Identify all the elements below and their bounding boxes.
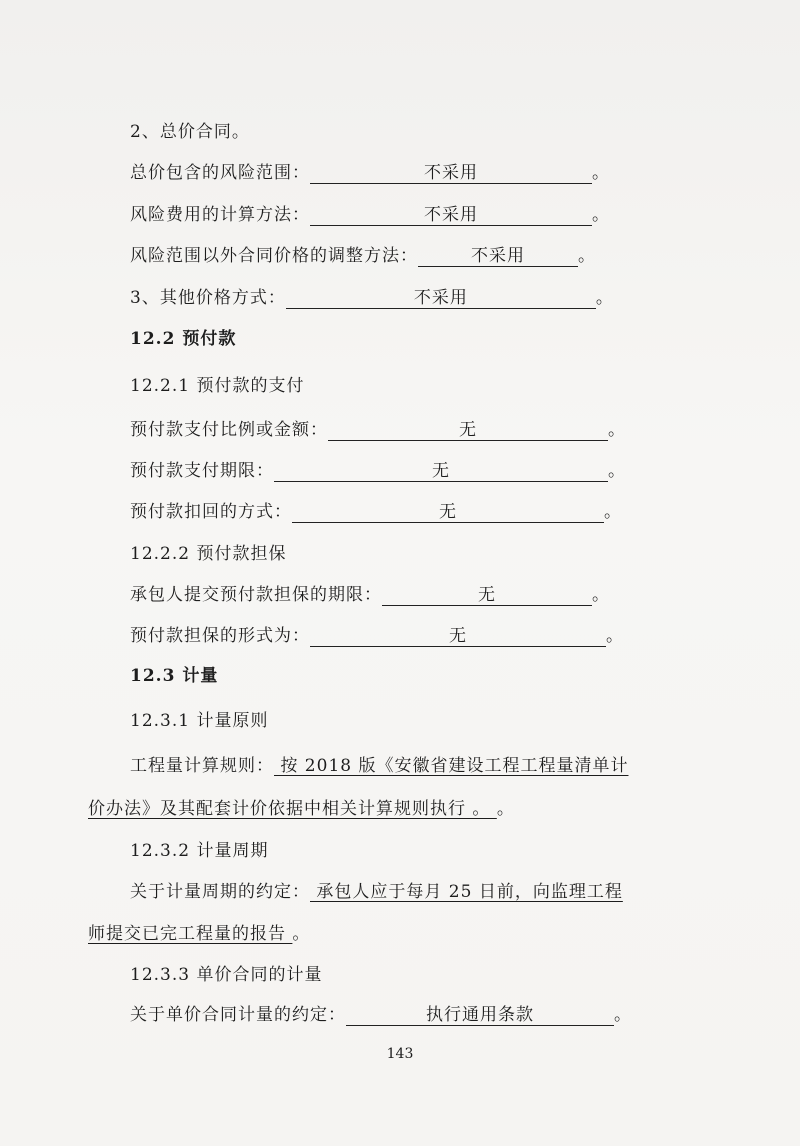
heading-text: 12.2 预付款 [130, 329, 237, 349]
field-value: 价办法》及其配套计价依据中相关计算规则执行 。 [88, 799, 497, 819]
field-value: 按 2018 版《安徽省建设工程工程量清单计 [274, 756, 629, 776]
line-text: 2、总价合同。 [130, 122, 250, 142]
field-label: 总价包含的风险范围： [130, 163, 310, 183]
field-value: 无 [274, 459, 608, 482]
field-other-price-method [130, 286, 614, 310]
period: 。 [614, 1005, 632, 1025]
field-label: 风险费用的计算方法： [130, 205, 310, 225]
heading-12-3-2 [130, 839, 268, 863]
field-guarantee-form [130, 624, 624, 648]
heading-12-3 [130, 664, 218, 688]
heading-12-2-2 [130, 542, 286, 566]
field-label: 工程量计算规则： [130, 756, 274, 776]
field-risk-fee-method [130, 203, 610, 227]
field-label: 预付款担保的形式为： [130, 626, 310, 646]
field-measure-period [130, 880, 623, 904]
field-unit-price-measure [130, 1003, 632, 1027]
field-value: 无 [382, 583, 592, 606]
heading-12-3-1 [130, 709, 268, 733]
heading-text: 12.3.2 计量周期 [130, 841, 269, 861]
field-measure-rule-cont [88, 797, 515, 821]
field-label: 关于计量周期的约定： [130, 882, 310, 902]
period: 。 [496, 799, 515, 819]
period: 。 [578, 246, 596, 266]
period: 。 [592, 585, 610, 605]
period: 。 [608, 420, 626, 440]
heading-text: 12.2.1 预付款的支付 [130, 376, 305, 396]
period: 。 [595, 288, 614, 308]
heading-text: 12.3.3 单价合同的计量 [130, 965, 323, 985]
heading-text: 12.3.1 计量原则 [130, 711, 269, 731]
field-value: 无 [328, 418, 608, 441]
heading-12-2 [130, 327, 236, 351]
field-label: 预付款支付期限： [130, 461, 274, 481]
field-guarantee-term [130, 583, 610, 607]
field-value: 承包人应于每月 25 日前，向监理工程 [310, 882, 623, 902]
field-value: 不采用 [286, 286, 596, 309]
field-label: 关于单价合同计量的约定： [130, 1005, 346, 1025]
text-total-price-contract [130, 120, 250, 144]
period: 。 [292, 924, 311, 944]
heading-12-3-3 [130, 963, 322, 987]
field-measure-rule [130, 754, 628, 778]
heading-12-2-1 [130, 374, 304, 398]
field-label: 预付款扣回的方式： [130, 502, 292, 522]
field-advance-ratio [130, 418, 626, 442]
field-value: 不采用 [310, 161, 592, 184]
period: 。 [592, 205, 610, 225]
field-price-adjust-method [130, 244, 596, 268]
field-value: 无 [292, 500, 604, 523]
field-label: 3、其他价格方式： [130, 288, 286, 308]
field-risk-scope [130, 161, 610, 185]
period: 。 [604, 502, 622, 522]
field-label: 风险范围以外合同价格的调整方法： [130, 246, 418, 266]
heading-text: 12.3 计量 [130, 666, 219, 686]
period: 。 [608, 461, 626, 481]
period: 。 [592, 163, 610, 183]
field-value: 不采用 [418, 244, 578, 267]
field-label: 承包人提交预付款担保的期限： [130, 585, 382, 605]
page-number: 143 [386, 1046, 414, 1062]
field-value: 不采用 [310, 203, 592, 226]
field-value: 执行通用条款 [346, 1003, 614, 1026]
period: 。 [606, 626, 624, 646]
field-measure-period-cont [88, 922, 310, 946]
field-value: 师提交已完工程量的报告 [88, 924, 293, 944]
field-advance-term [130, 459, 626, 483]
field-value: 无 [310, 624, 606, 647]
field-label: 预付款支付比例或金额： [130, 420, 328, 440]
field-advance-deduction [130, 500, 622, 524]
heading-text: 12.2.2 预付款担保 [130, 544, 287, 564]
